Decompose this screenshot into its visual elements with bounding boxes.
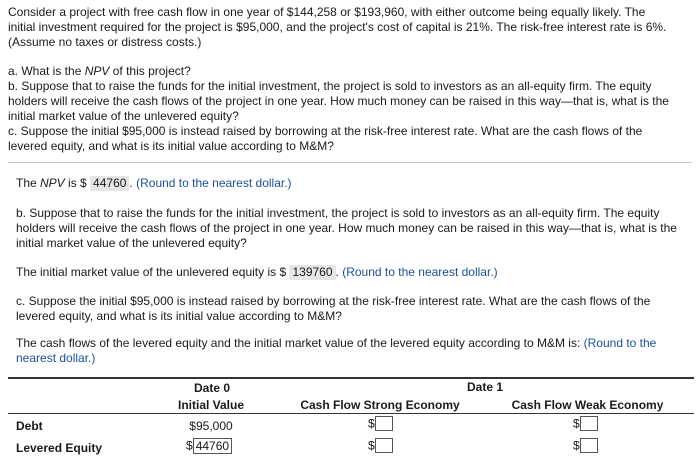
part-c-question: c. Suppose the initial $95,000 is instead raised by borrowing at the risk-free interest rate. What are the cash flows of the levered equity, and what is its initial value according to M&M? xyxy=(16,294,651,323)
table-header-rule xyxy=(8,413,694,414)
table-top-rule xyxy=(8,377,694,379)
rounding-hint: (Round to the nearest dollar.) xyxy=(136,176,292,190)
rounding-hint: (Round to the xyxy=(583,336,657,350)
levered-initial-cell: $ 44760 xyxy=(186,438,232,454)
answer-a: The NPV is $ 44760 . (Round to the nearest dollar.) xyxy=(16,176,292,190)
question-b-line: holders will receive the cash flows of the project in one year. How much money can be raised in this way—that is, what is the xyxy=(8,94,669,108)
row-label-levered-equity: Levered Equity xyxy=(16,441,103,455)
header-initial-value: Initial Value xyxy=(177,398,245,412)
question-a: a. What is the NPV of this project? xyxy=(8,64,191,78)
npv-answer-value[interactable]: 44760 xyxy=(90,176,129,191)
question-list xyxy=(8,64,694,154)
rounding-hint-cont: nearest dollar.) xyxy=(16,351,96,365)
intro-line: initial investment required for the project is $95,000, and the project's cost of capital is 21%. The risk-free interest rate is 6%. xyxy=(8,20,667,34)
levered-weak-input[interactable] xyxy=(580,438,598,453)
unlevered-equity-answer-value[interactable]: 139760 xyxy=(289,265,335,280)
debt-strong-input[interactable] xyxy=(375,416,393,431)
question-c-line: levered equity, and what is its initial value according to M&M? xyxy=(8,139,334,153)
debt-initial-value: $95,000 xyxy=(189,419,233,433)
levered-strong-input[interactable] xyxy=(375,438,393,453)
question-b-line: b. Suppose that to raise the funds for the initial investment, the project is sold to investors as an all-equity firm. The equity xyxy=(8,79,652,93)
header-date1: Date 1 xyxy=(466,380,504,394)
levered-weak-cell: $ xyxy=(573,438,598,453)
question-b-line: initial market value of the unlevered equity? xyxy=(8,109,239,123)
debt-strong-cell: $ xyxy=(368,416,393,431)
section-divider xyxy=(8,162,692,163)
answer-c-instructions: The cash flows of the levered equity and the initial market value of the levered equity according to M&M is: (Round to the nearest dollar.) xyxy=(16,336,696,366)
question-c-line: c. Suppose the initial $95,000 is instead raised by borrowing at the risk-free interest rate. What are the cash flows of the xyxy=(8,124,643,138)
levered-strong-cell: $ xyxy=(368,438,393,453)
part-b-question: b. Suppose that to raise the funds for the initial investment, the project is sold to investors as an all-equity firm. The equity holders will receive the cash flows of the project in one year. How much money can be raised in this way—that is, what is the initial market value of the unlevered equity? xyxy=(16,206,677,250)
debt-weak-input[interactable] xyxy=(580,416,598,431)
rounding-hint: (Round to the nearest dollar.) xyxy=(342,265,498,279)
header-weak-economy: Cash Flow Weak Economy xyxy=(511,398,664,412)
row-label-debt: Debt xyxy=(16,419,43,433)
header-date0: Date 0 xyxy=(193,381,231,395)
answer-b: The initial market value of the unlevered equity is $ 139760 . (Round to the nearest dollar.) xyxy=(16,265,498,279)
intro-line: (Assume no taxes or distress costs.) xyxy=(8,35,202,49)
debt-weak-cell: $ xyxy=(573,416,598,431)
header-strong-economy: Cash Flow Strong Economy xyxy=(300,398,460,412)
levered-initial-input[interactable]: 44760 xyxy=(193,438,232,454)
problem-statement xyxy=(8,5,694,50)
intro-line: Consider a project with free cash flow in one year of $144,258 or $193,960, with either outcome being equally likely. The xyxy=(8,5,646,19)
